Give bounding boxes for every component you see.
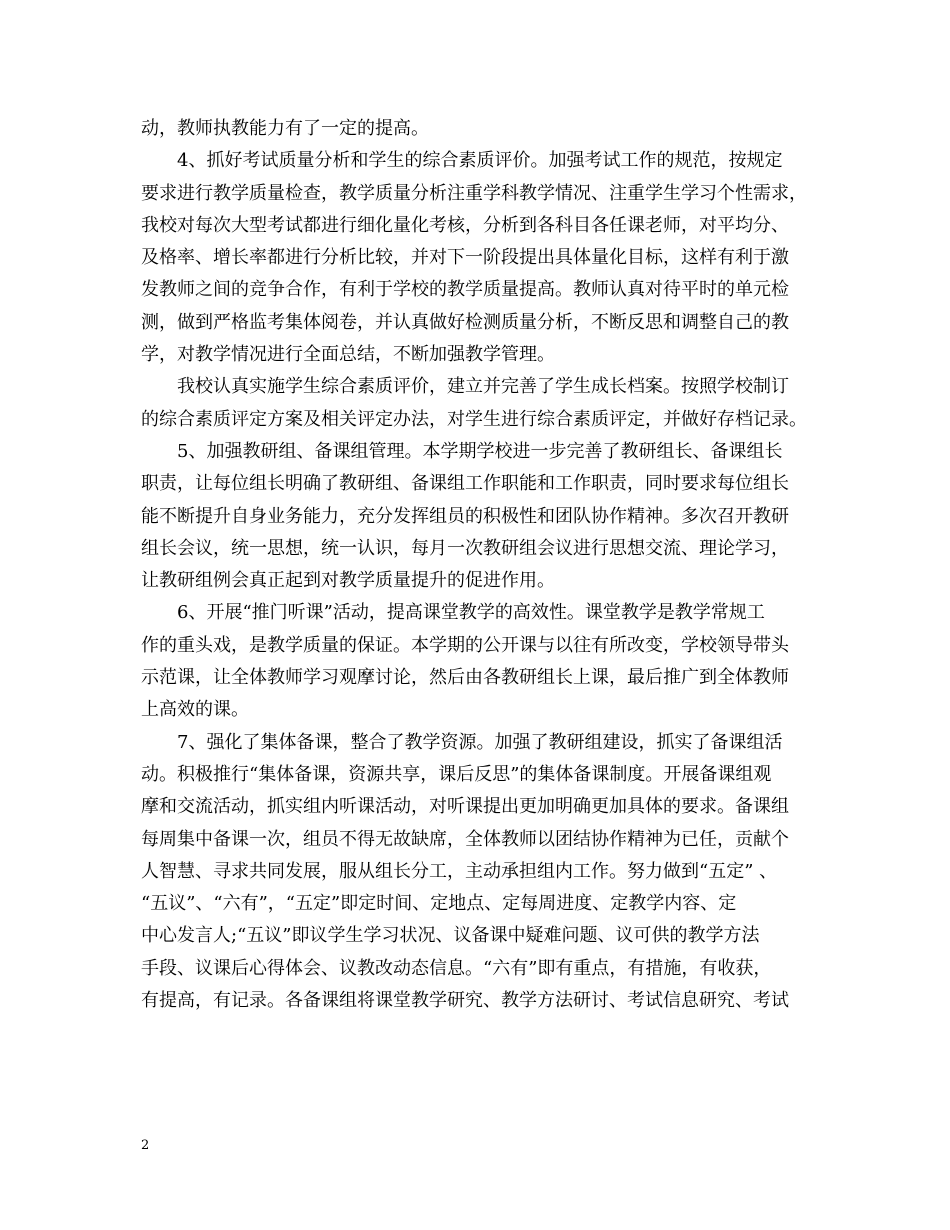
- text-line: 组长会议，统一思想，统一认识，每月一次教研组会议进行思想交流、理论学习，: [141, 537, 789, 559]
- text-line: 动。积极推行“集体备课，资源共享，课后反思”的集体备课制度。开展备课组观: [141, 763, 772, 785]
- text-line: 摩和交流活动，抓实组内听课活动，对听课提出更加明确更加具体的要求。备课组: [141, 796, 789, 818]
- text-line: 我校对每次大型考试都进行细化量化考核，分析到各科目各任课老师，对平均分、: [141, 214, 789, 236]
- text-line: 学，对教学情况进行全面总结，不断加强教学管理。: [141, 344, 555, 366]
- text-line: 6、开展“推门听课”活动，提高课堂教学的高效性。课堂教学是教学常规工: [177, 602, 765, 624]
- text-line: 我校认真实施学生综合素质评价，建立并完善了学生成长档案。按照学校制订: [177, 376, 789, 398]
- text-line: 能不断提升自身业务能力，充分发挥组员的积极性和团队协作精神。多次召开教研: [141, 505, 789, 527]
- text-line: 要求进行教学质量检查，教学质量分析注重学科教学情况、注重学生学习个性需求，: [141, 182, 807, 204]
- text-line: 5、加强教研组、备课组管理。本学期学校进一步完善了教研组长、备课组长: [177, 440, 783, 462]
- text-line: 手段、议课后心得体会、议教改动态信息。“六有”即有重点，有措施，有收获，: [141, 957, 772, 979]
- text-line: 及格率、增长率都进行分析比较，并对下一阶段提出具体量化目标，这样有利于激: [141, 247, 789, 269]
- text-line: 作的重头戏，是教学质量的保证。本学期的公开课与以往有所改变，学校领导带头: [141, 634, 789, 656]
- text-line: 4、抓好考试质量分析和学生的综合素质评价。加强考试工作的规范，按规定: [177, 150, 783, 172]
- text-line: 有提高，有记录。各备课组将课堂教学研究、教学方法研讨、考试信息研究、考试: [141, 990, 789, 1012]
- text-line: 测，做到严格监考集体阅卷，并认真做好检测质量分析，不断反思和调整自己的教: [141, 311, 789, 333]
- text-line: 让教研组例会真正起到对教学质量提升的促进作用。: [141, 570, 555, 592]
- text-line: “五议”、“六有”，“五定”即定时间、定地点、定每周进度、定教学内容、定: [141, 893, 737, 915]
- text-line: 上高效的课。: [141, 699, 249, 721]
- text-line: 每周集中备课一次，组员不得无故缺席，全体教师以团结协作精神为已任，贡献个: [141, 828, 789, 850]
- text-line: 职责，让每位组长明确了教研组、备课组工作职能和工作职责，同时要求每位组长: [141, 473, 789, 495]
- text-line: 人智慧、寻求共同发展，服从组长分工，主动承担组内工作。努力做到“五定” 、: [141, 860, 778, 882]
- body-text: [141, 113, 831, 1017]
- text-line: 发教师之间的竞争合作，有利于学校的教学质量提高。教师认真对待平时的单元检: [141, 279, 789, 301]
- text-line: 7、强化了集体备课，整合了教学资源。加强了教研组建设，抓实了备课组活: [177, 731, 783, 753]
- text-line: 中心发言人;“五议”即议学生学习状况、议备课中疑难问题、议可供的教学方法: [141, 925, 760, 947]
- text-line: 动，教师执教能力有了一定的提高。: [141, 118, 429, 139]
- text-line: 示范课，让全体教师学习观摩讨论，然后由各教研组长上课，最后推广到全体教师: [141, 667, 789, 689]
- text-line: 的综合素质评定方案及相关评定办法，对学生进行综合素质评定，并做好存档记录。: [141, 408, 807, 430]
- page-number: 2: [141, 1138, 150, 1153]
